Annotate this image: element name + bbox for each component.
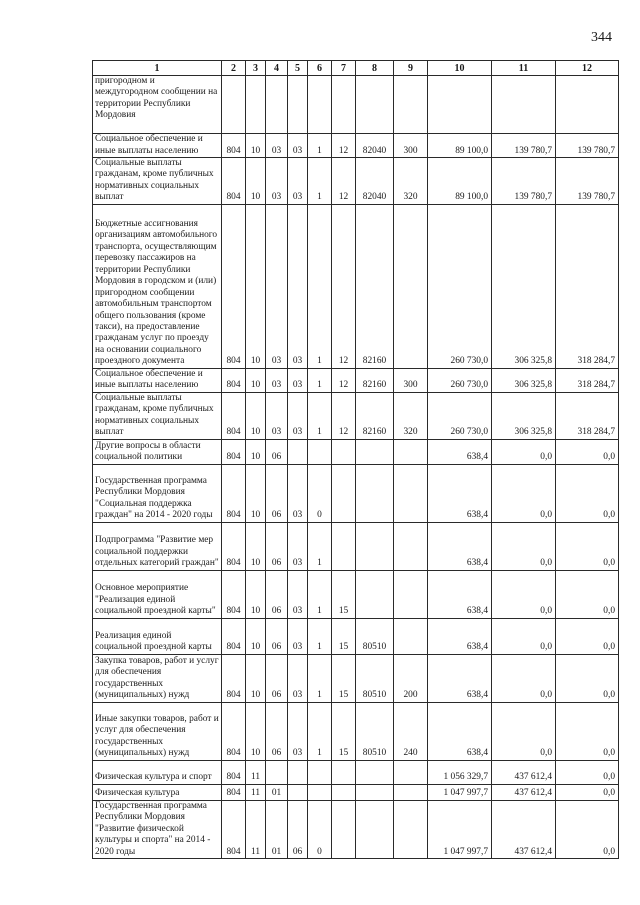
table-cell <box>332 760 356 784</box>
table-body <box>93 76 619 859</box>
column-header-9: 9 <box>394 61 428 76</box>
table-cell <box>332 464 356 522</box>
table-cell: 318 284,7 <box>556 368 619 392</box>
table-cell <box>356 439 394 464</box>
row-name-cell: Социальное обеспечение и иные выплаты населению <box>93 368 222 392</box>
table-cell: 1 <box>308 618 332 654</box>
table-cell: 80510 <box>356 618 394 654</box>
table-cell: 804 <box>222 760 246 784</box>
table-cell: 804 <box>222 368 246 392</box>
table-cell: 0 <box>308 464 332 522</box>
table-cell: 1 <box>308 522 332 570</box>
table-cell: 0,0 <box>556 654 619 702</box>
table-cell <box>356 464 394 522</box>
table-cell: 1 056 329,7 <box>428 760 492 784</box>
table-row <box>93 784 619 800</box>
table-cell: 82160 <box>356 392 394 439</box>
table-cell: 1 <box>308 702 332 760</box>
table-cell: 1 <box>308 134 332 158</box>
table-cell <box>308 760 332 784</box>
table-cell: 03 <box>288 392 308 439</box>
table-cell: 01 <box>266 784 288 800</box>
table-row <box>93 618 619 654</box>
page-number: 344 <box>591 30 612 45</box>
table-cell: 320 <box>394 392 428 439</box>
table-cell: 06 <box>266 618 288 654</box>
table-cell: 0,0 <box>556 784 619 800</box>
table-cell <box>356 570 394 618</box>
table-cell <box>394 618 428 654</box>
table-cell: 03 <box>288 618 308 654</box>
table-cell <box>332 784 356 800</box>
table-cell: 300 <box>394 134 428 158</box>
table-cell: 320 <box>394 158 428 205</box>
row-name-cell: Социальные выплаты гражданам, кроме публичных нормативных социальных выплат <box>93 158 222 205</box>
table-cell: 10 <box>246 392 266 439</box>
table-cell: 03 <box>288 522 308 570</box>
table-cell <box>308 439 332 464</box>
row-name-cell: Подпрограмма "Развитие мер социальной поддержки отдельных категорий граждан" <box>93 522 222 570</box>
table-cell <box>428 76 492 134</box>
table-row <box>93 570 619 618</box>
row-name-cell: Основное мероприятие "Реализация единой социальной проездной карты" <box>93 570 222 618</box>
table-cell <box>394 522 428 570</box>
table-cell: 260 730,0 <box>428 368 492 392</box>
table-cell: 804 <box>222 570 246 618</box>
table-cell: 306 325,8 <box>492 368 556 392</box>
table-cell: 12 <box>332 204 356 368</box>
table-cell: 10 <box>246 570 266 618</box>
table-cell: 0,0 <box>492 439 556 464</box>
table-cell: 11 <box>246 760 266 784</box>
table-cell <box>394 464 428 522</box>
table-cell: 638,4 <box>428 618 492 654</box>
table-cell: 12 <box>332 134 356 158</box>
table-cell: 804 <box>222 158 246 205</box>
row-name-cell: Социальное обеспечение и иные выплаты населению <box>93 134 222 158</box>
table-cell: 01 <box>266 800 288 858</box>
table-cell: 06 <box>288 800 308 858</box>
table-cell: 0,0 <box>556 800 619 858</box>
table-cell: 10 <box>246 158 266 205</box>
table-cell: 11 <box>246 800 266 858</box>
table-row <box>93 392 619 439</box>
table-cell: 240 <box>394 702 428 760</box>
table-cell: 10 <box>246 618 266 654</box>
column-header-1: 1 <box>93 61 222 76</box>
table-cell <box>332 800 356 858</box>
table-cell: 03 <box>266 158 288 205</box>
table-cell: 0,0 <box>556 439 619 464</box>
table-cell <box>356 522 394 570</box>
table-cell: 15 <box>332 654 356 702</box>
row-name-cell: Закупка товаров, работ и услуг для обеспечения государственных (муниципальных) нужд <box>93 654 222 702</box>
table-row <box>93 134 619 158</box>
table-cell: 1 <box>308 204 332 368</box>
table-cell <box>394 800 428 858</box>
table-row <box>93 522 619 570</box>
table-cell: 12 <box>332 158 356 205</box>
table-cell <box>288 760 308 784</box>
table-cell: 03 <box>266 204 288 368</box>
table-cell: 82160 <box>356 368 394 392</box>
table-cell: 638,4 <box>428 702 492 760</box>
table-cell: 804 <box>222 392 246 439</box>
table-cell: 1 <box>308 368 332 392</box>
row-name-cell: Иные закупки товаров, работ и услуг для обеспечения государственных (муниципальных) нужд <box>93 702 222 760</box>
table-cell: 80510 <box>356 654 394 702</box>
table-cell: 10 <box>246 702 266 760</box>
column-header-2: 2 <box>222 61 246 76</box>
table-cell: 03 <box>288 702 308 760</box>
table-cell: 260 730,0 <box>428 204 492 368</box>
table-cell: 82040 <box>356 158 394 205</box>
table-cell: 1 <box>308 570 332 618</box>
table-cell: 0,0 <box>556 618 619 654</box>
table-cell <box>394 204 428 368</box>
table-cell: 03 <box>266 368 288 392</box>
table-cell <box>356 760 394 784</box>
table-cell <box>288 76 308 134</box>
table-cell: 638,4 <box>428 522 492 570</box>
table-cell: 03 <box>288 570 308 618</box>
table-cell: 804 <box>222 204 246 368</box>
table-cell <box>308 784 332 800</box>
table-cell: 10 <box>246 654 266 702</box>
table-row <box>93 760 619 784</box>
table-cell: 03 <box>288 464 308 522</box>
table-cell: 1 <box>308 654 332 702</box>
table-cell: 1 <box>308 392 332 439</box>
table-cell: 804 <box>222 464 246 522</box>
table-cell: 638,4 <box>428 439 492 464</box>
table-cell: 306 325,8 <box>492 204 556 368</box>
table-cell: 10 <box>246 204 266 368</box>
table-cell: 15 <box>332 702 356 760</box>
table-cell: 1 <box>308 158 332 205</box>
table-cell: 139 780,7 <box>556 134 619 158</box>
table-cell: 03 <box>288 368 308 392</box>
row-name-cell: Реализация единой социальной проездной карты <box>93 618 222 654</box>
table-cell: 06 <box>266 702 288 760</box>
table-cell: 06 <box>266 464 288 522</box>
table-cell: 15 <box>332 570 356 618</box>
column-header-6: 6 <box>308 61 332 76</box>
row-name-cell: Государственная программа Республики Мордовия "Развитие физической культуры и спорта" на 2014 - 2020 годы <box>93 800 222 858</box>
table-cell: 638,4 <box>428 654 492 702</box>
table-cell: 139 780,7 <box>492 158 556 205</box>
column-header-3: 3 <box>246 61 266 76</box>
table-cell: 06 <box>266 654 288 702</box>
table-row <box>93 702 619 760</box>
table-cell: 10 <box>246 368 266 392</box>
table-cell: 437 612,4 <box>492 784 556 800</box>
column-header-4: 4 <box>266 61 288 76</box>
table-cell: 82040 <box>356 134 394 158</box>
table-cell <box>492 76 556 134</box>
row-name-cell: Государственная программа Республики Мордовия "Социальная поддержка граждан" на 2014 - 2020 годы <box>93 464 222 522</box>
table-header <box>93 61 619 76</box>
table-cell <box>394 439 428 464</box>
row-name-cell: Социальные выплаты гражданам, кроме публичных нормативных социальных выплат <box>93 392 222 439</box>
table-cell: 318 284,7 <box>556 204 619 368</box>
table-cell: 0,0 <box>492 570 556 618</box>
table-cell: 06 <box>266 570 288 618</box>
table-cell: 11 <box>246 784 266 800</box>
table-cell <box>356 784 394 800</box>
table-cell: 89 100,0 <box>428 134 492 158</box>
table-cell: 300 <box>394 368 428 392</box>
table-cell: 0,0 <box>556 522 619 570</box>
table-cell: 804 <box>222 800 246 858</box>
table-cell: 03 <box>288 654 308 702</box>
table-cell: 06 <box>266 439 288 464</box>
table-cell: 638,4 <box>428 570 492 618</box>
table-cell: 1 047 997,7 <box>428 800 492 858</box>
row-name-cell: Физическая культура и спорт <box>93 760 222 784</box>
table-cell: 804 <box>222 702 246 760</box>
row-name-cell: пригородном и междугородном сообщении на территории Республики Мордовия <box>93 76 222 134</box>
table-cell <box>246 76 266 134</box>
table-cell: 12 <box>332 392 356 439</box>
table-cell: 80510 <box>356 702 394 760</box>
table-cell <box>394 760 428 784</box>
table-cell <box>288 784 308 800</box>
table-row <box>93 76 619 134</box>
table-row <box>93 368 619 392</box>
table-cell: 89 100,0 <box>428 158 492 205</box>
column-header-10: 10 <box>428 61 492 76</box>
table-cell <box>288 439 308 464</box>
table-row <box>93 464 619 522</box>
table-row <box>93 204 619 368</box>
table-cell: 306 325,8 <box>492 392 556 439</box>
table-cell <box>266 76 288 134</box>
table-cell: 0,0 <box>556 760 619 784</box>
column-header-11: 11 <box>492 61 556 76</box>
table-cell: 03 <box>266 392 288 439</box>
table-cell <box>332 76 356 134</box>
column-header-8: 8 <box>356 61 394 76</box>
row-name-cell: Другие вопросы в области социальной политики <box>93 439 222 464</box>
row-name-cell: Физическая культура <box>93 784 222 800</box>
table-cell: 139 780,7 <box>492 134 556 158</box>
column-header-12: 12 <box>556 61 619 76</box>
column-header-5: 5 <box>288 61 308 76</box>
table-cell <box>556 76 619 134</box>
table-cell <box>266 760 288 784</box>
row-name-cell: Бюджетные ассигнования организациям автомобильного транспорта, осуществляющим перевозку пассажиров на территории Республики Мордовия в городском и (или) пригородном сообщении автомобильным транспортом общего пользования (кроме такси), на предоставление гражданам услуг по проезду на основании социального проездного документа <box>93 204 222 368</box>
table-cell <box>394 784 428 800</box>
table-cell: 0,0 <box>492 464 556 522</box>
table-cell: 260 730,0 <box>428 392 492 439</box>
table-cell: 0,0 <box>492 702 556 760</box>
table-cell: 03 <box>288 134 308 158</box>
table-cell <box>356 76 394 134</box>
table-row <box>93 439 619 464</box>
table-cell: 10 <box>246 522 266 570</box>
table-cell: 03 <box>266 134 288 158</box>
column-header-7: 7 <box>332 61 356 76</box>
table-row <box>93 654 619 702</box>
table-cell: 139 780,7 <box>556 158 619 205</box>
table-cell <box>222 76 246 134</box>
table-cell <box>308 76 332 134</box>
table-cell: 638,4 <box>428 464 492 522</box>
table-cell: 0,0 <box>492 522 556 570</box>
table-cell: 15 <box>332 618 356 654</box>
table-cell: 0,0 <box>492 618 556 654</box>
budget-table <box>92 60 619 859</box>
table-cell: 318 284,7 <box>556 392 619 439</box>
table-cell: 03 <box>288 158 308 205</box>
table-cell: 82160 <box>356 204 394 368</box>
table-cell: 1 047 997,7 <box>428 784 492 800</box>
table-cell: 804 <box>222 654 246 702</box>
table-cell <box>356 800 394 858</box>
table-cell: 804 <box>222 522 246 570</box>
table-cell: 0 <box>308 800 332 858</box>
table-cell: 0,0 <box>556 702 619 760</box>
table-cell: 804 <box>222 134 246 158</box>
table-cell <box>332 439 356 464</box>
table-cell: 0,0 <box>556 570 619 618</box>
table-cell: 437 612,4 <box>492 760 556 784</box>
table-row <box>93 800 619 858</box>
table-cell: 0,0 <box>492 654 556 702</box>
table-cell: 804 <box>222 618 246 654</box>
table-cell: 10 <box>246 464 266 522</box>
table-cell: 804 <box>222 439 246 464</box>
table-cell <box>332 522 356 570</box>
table-cell: 0,0 <box>556 464 619 522</box>
table-cell: 10 <box>246 439 266 464</box>
table-cell <box>394 76 428 134</box>
table-row <box>93 158 619 205</box>
table-cell: 10 <box>246 134 266 158</box>
header-row <box>93 61 619 76</box>
table-cell: 12 <box>332 368 356 392</box>
table-cell <box>394 570 428 618</box>
table-cell: 06 <box>266 522 288 570</box>
table-cell: 437 612,4 <box>492 800 556 858</box>
table-cell: 03 <box>288 204 308 368</box>
table-cell: 804 <box>222 784 246 800</box>
table-cell: 200 <box>394 654 428 702</box>
